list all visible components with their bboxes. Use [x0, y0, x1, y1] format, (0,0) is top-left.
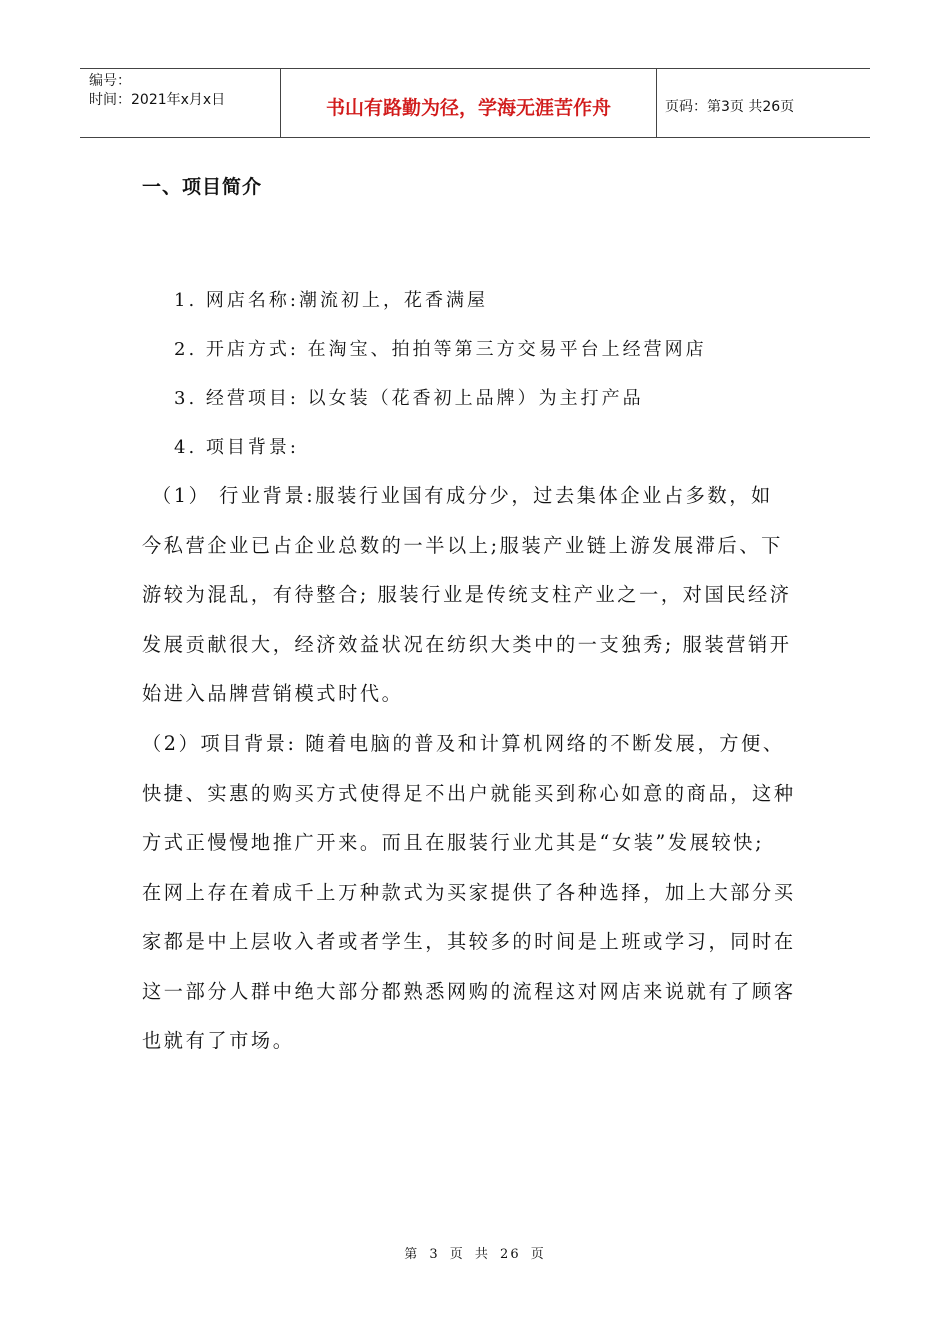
paragraph-line: 家都是中上层收入者或者学生，其较多的时间是上班或学习，同时在 [142, 930, 796, 953]
paragraph-line: （2）项目背景: 随着电脑的普及和计算机网络的不断发展，方便、 [142, 732, 785, 755]
paragraph-line: 也就有了市场。 [142, 1029, 295, 1052]
paragraph-line: 始进入品牌营销模式时代。 [142, 682, 404, 705]
paragraph-line: 发展贡献很大，经济效益状况在纺织大类中的一支独秀; 服装营销开 [142, 632, 792, 656]
section-title: 一、项目简介 [142, 176, 263, 198]
header-page-info: 页码：第3页 共26页 [665, 99, 795, 115]
time-label: 时间：2021年x月x日 [89, 92, 226, 108]
document-header [80, 68, 870, 138]
list-item-business: 3. 经营项目: 以女装（花香初上品牌）为主打产品 [174, 388, 644, 409]
paragraph-line: 快捷、实惠的购买方式使得足不出户就能买到称心如意的商品，这种 [142, 781, 796, 805]
list-item-shop-name: 1. 网店名称:潮流初上，花香满屋 [174, 290, 488, 311]
header-motto: 书山有路勤为径，学海无涯苦作舟 [281, 69, 657, 137]
list-item-shop-method: 2. 开店方式: 在淘宝、拍拍等第三方交易平台上经营网店 [174, 339, 707, 360]
paragraph-line: （1） 行业背景:服装行业国有成分少，过去集体企业占多数，如 [152, 484, 773, 507]
paragraph-line: 今私营企业已占企业总数的一半以上;服装产业链上游发展滞后、下 [142, 533, 783, 557]
paragraph-line: 游较为混乱，有待整合; 服装行业是传统支柱产业之一，对国民经济 [142, 583, 792, 606]
paragraph-project-background [142, 719, 822, 1066]
number-label: 编号： [89, 73, 131, 89]
page-footer: 第 3 页 共 26 页 [404, 1247, 546, 1262]
paragraph-line: 这一部分人群中绝大部分都熟悉网购的流程这对网店来说就有了顾客 [142, 979, 796, 1003]
header-meta [80, 69, 281, 137]
list-item-background: 4. 项目背景: [174, 437, 299, 458]
paragraph-line: 方式正慢慢地推广开来。而且在服装行业尤其是“女装”发展较快; [142, 831, 765, 854]
paragraph-line: 在网上存在着成千上万种款式为买家提供了各种选择，加上大部分买 [142, 880, 796, 904]
paragraph-industry-background [142, 471, 822, 719]
